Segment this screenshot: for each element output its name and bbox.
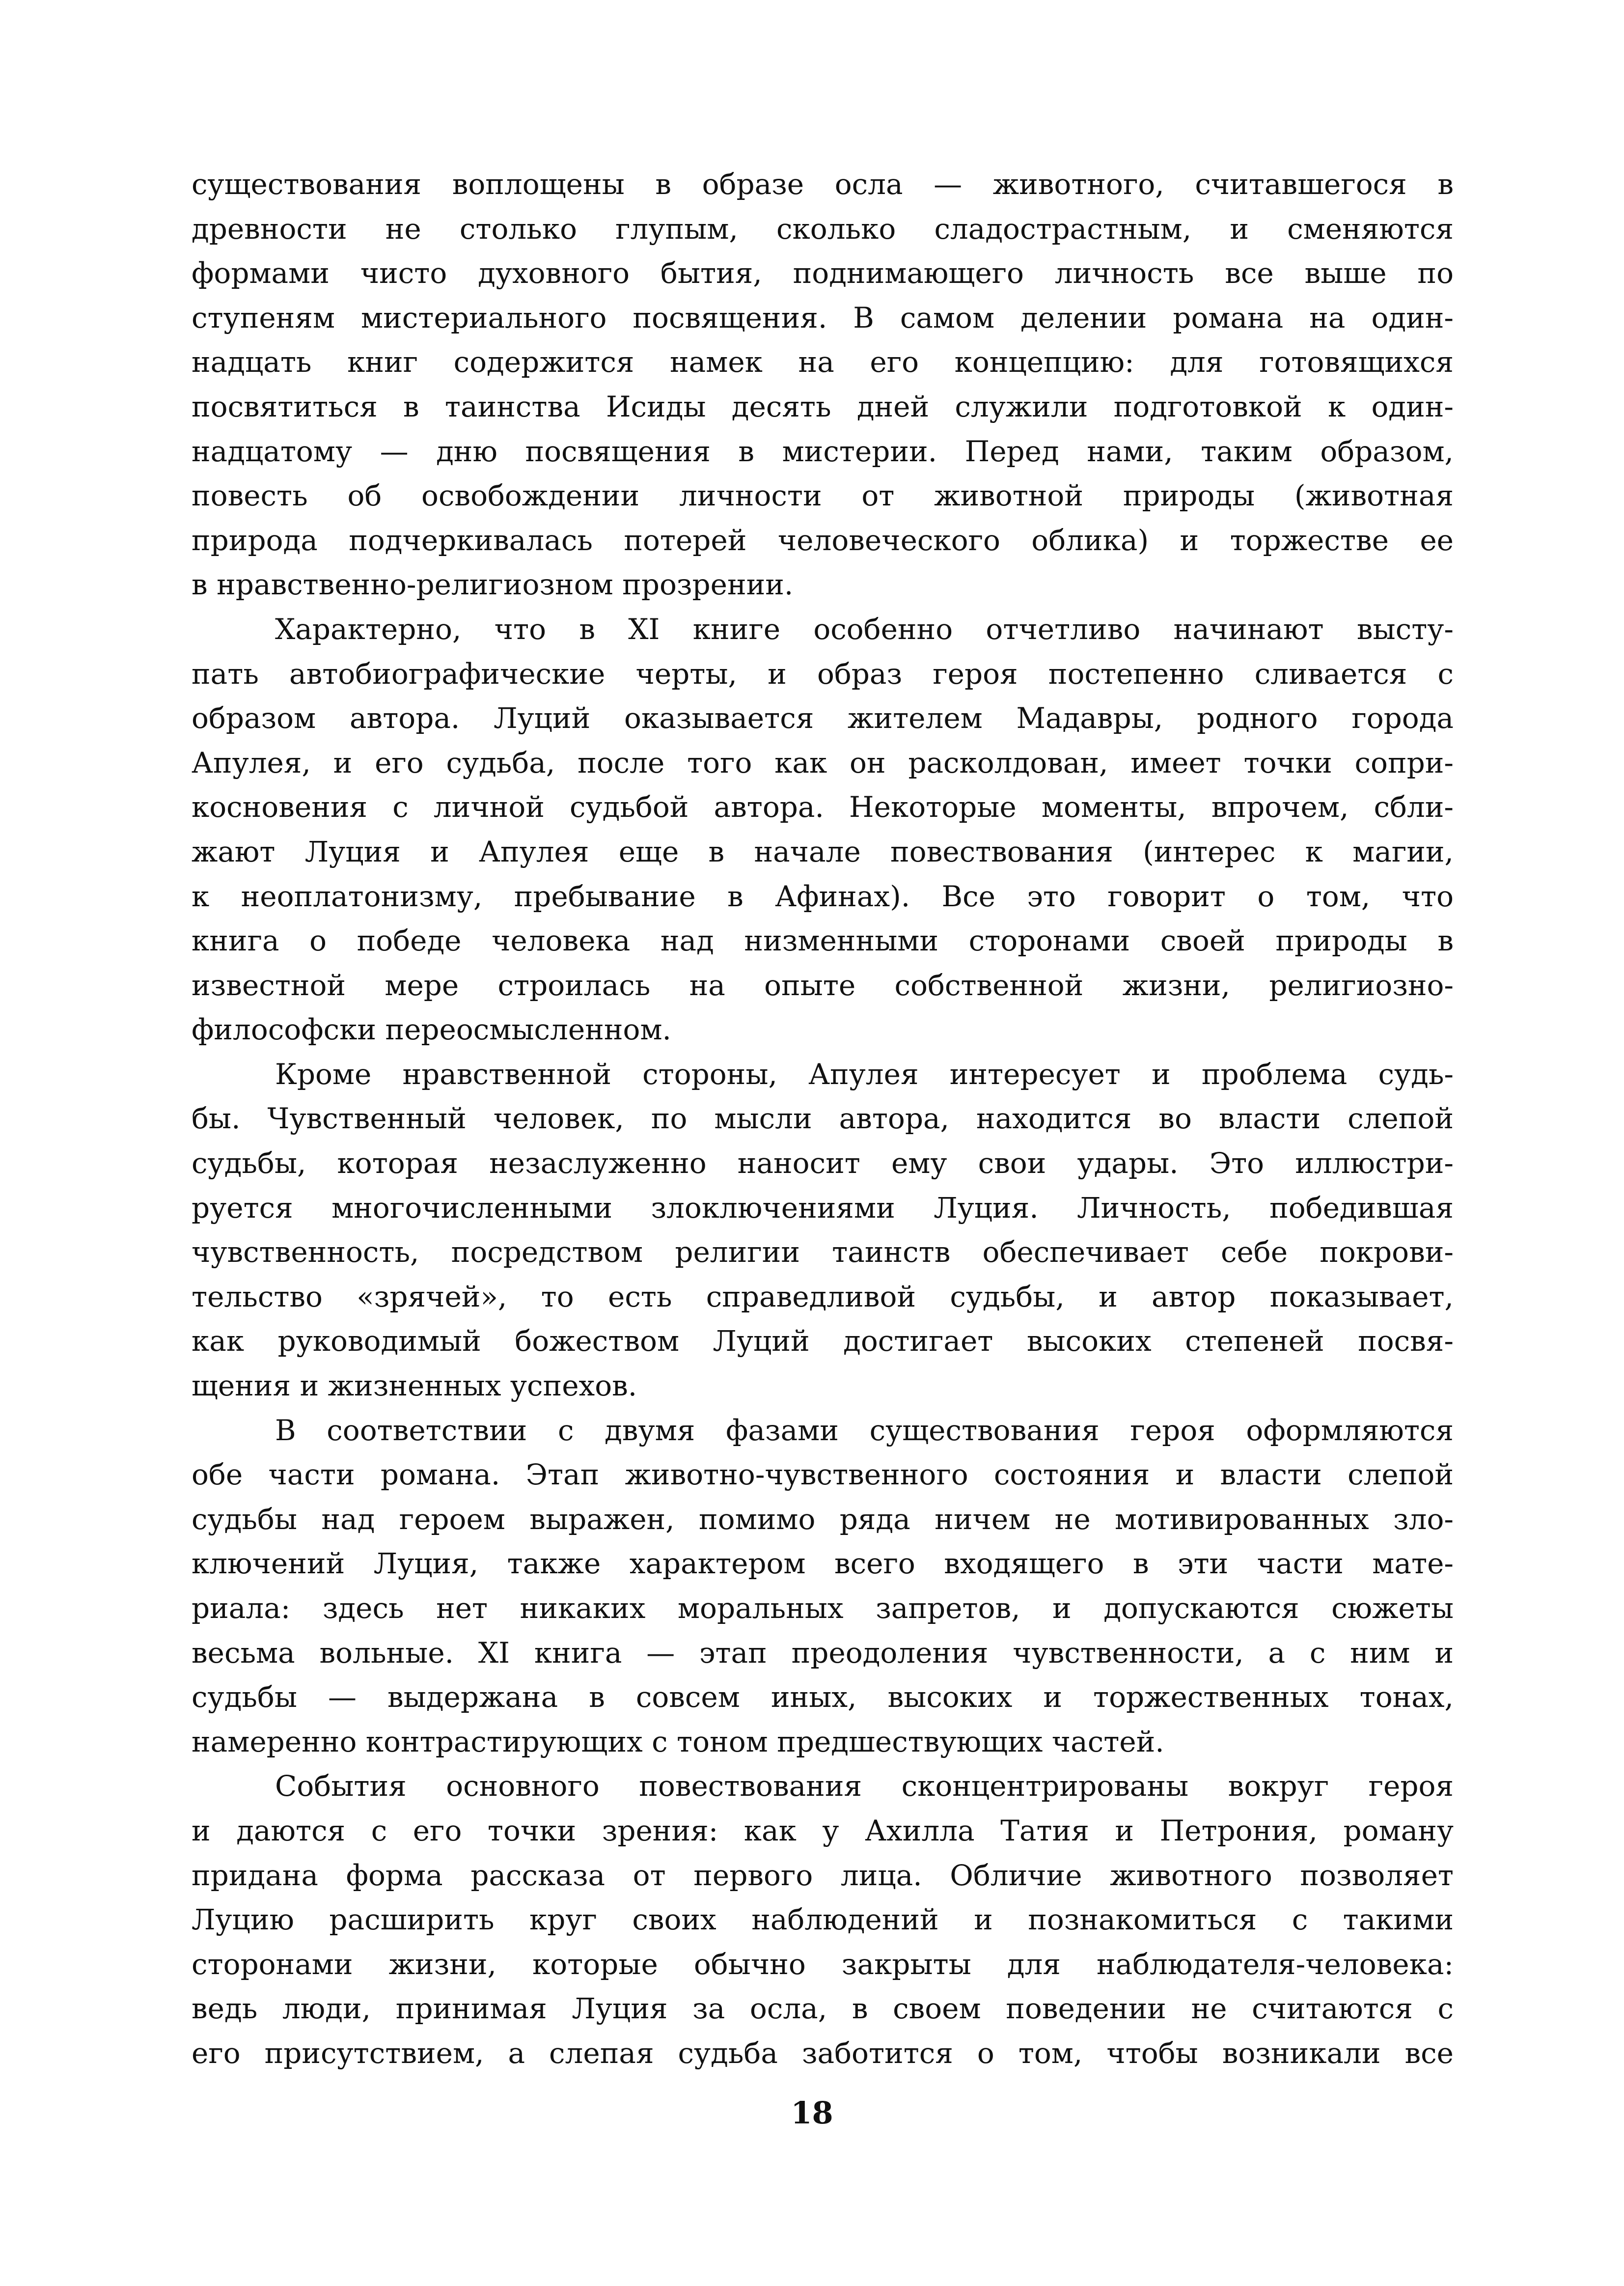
text-line: судьбы, которая незаслуженно наносит ему свои удары. Это иллюстри- — [192, 1146, 1454, 1180]
text-line: риала: здесь нет никаких моральных запретов, и допускаются сюжеты — [192, 1591, 1454, 1625]
text-line: философски переосмысленном. — [192, 1013, 671, 1047]
text-line: древности не столько глупым, сколько сладострастным, и сменяются — [192, 212, 1454, 246]
text-line: руется многочисленными злоключениями Луция. Личность, победившая — [192, 1191, 1454, 1225]
text-line: повесть об освобождении личности от животной природы (животная — [192, 479, 1454, 513]
text-line: судьбы над героем выражен, помимо ряда ничем не мотивированных зло- — [192, 1502, 1454, 1536]
text-line: щения и жизненных успехов. — [192, 1369, 637, 1403]
text-line: намеренно контрастирующих с тоном предшествующих частей. — [192, 1725, 1164, 1758]
paragraph-3 — [192, 1052, 1454, 1408]
text-line: весьма вольные. XI книга — этап преодоления чувственности, а с ним и — [192, 1636, 1454, 1670]
text-line: судьбы — выдержана в совсем иных, высоких и торжественных тонах, — [192, 1680, 1454, 1714]
text-line: надцать книг содержится намек на его концепцию: для готовящихся — [192, 345, 1454, 379]
paragraph-2 — [192, 607, 1454, 1052]
text-line: его присутствием, а слепая судьба заботится о том, чтобы возникали все — [192, 2036, 1454, 2070]
text-line: ведь люди, принимая Луция за осла, в своем поведении не считаются с — [192, 1992, 1454, 2026]
text-line: природа подчеркивалась потерей человеческого облика) и торжестве ее — [192, 523, 1454, 557]
text-line: жают Луция и Апулея еще в начале повествования (интерес к магии, — [192, 835, 1454, 868]
text-line: к неоплатонизму, пребывание в Афинах). Все это говорит о том, что — [192, 879, 1454, 913]
text-line: сторонами жизни, которые обычно закрыты для наблюдателя-человека: — [192, 1947, 1454, 1981]
text-line: Характерно, что в XI книге особенно отчетливо начинают высту- — [275, 612, 1454, 646]
text-line: ступеням мистериального посвящения. В самом делении романа на один- — [192, 301, 1454, 335]
text-line: существования воплощены в образе осла — животного, считавшегося в — [192, 167, 1454, 201]
text-line: Кроме нравственной стороны, Апулея интересует и проблема судь- — [275, 1057, 1454, 1091]
paragraph-4 — [192, 1408, 1454, 1764]
text-line: известной мере строилась на опыте собственной жизни, религиозно- — [192, 968, 1454, 1002]
text-line: придана форма рассказа от первого лица. Обличие животного позволяет — [192, 1858, 1454, 1892]
text-line: События основного повествования сконцентрированы вокруг героя — [275, 1769, 1454, 1803]
text-line: пать автобиографические черты, и образ героя постепенно сливается с — [192, 657, 1454, 691]
text-line: формами чисто духовного бытия, поднимающего личность все выше по — [192, 256, 1454, 290]
text-line: как руководимый божеством Луций достигает высоких степеней посвя- — [192, 1324, 1454, 1358]
text-line: книга о победе человека над низменными сторонами своей природы в — [192, 924, 1454, 958]
text-line: образом автора. Луций оказывается жителем Мадавры, родного города — [192, 701, 1454, 735]
page-number: 18 — [791, 2095, 833, 2131]
text-line: в нравственно-религиозном прозрении. — [192, 568, 794, 602]
text-line: и даются с его точки зрения: как у Ахилла Татия и Петрония, роману — [192, 1813, 1454, 1847]
body-text — [192, 162, 1454, 2076]
text-line: Луцию расширить круг своих наблюдений и познакомиться с такими — [192, 1903, 1454, 1937]
text-line: косновения с личной судьбой автора. Некоторые моменты, впрочем, сбли- — [192, 790, 1454, 824]
text-line: В соответствии с двумя фазами существования героя оформляются — [275, 1413, 1454, 1447]
text-line: тельство «зрячей», то есть справедливой судьбы, и автор показывает, — [192, 1280, 1454, 1313]
text-line: ключений Луция, также характером всего входящего в эти части мате- — [192, 1547, 1454, 1581]
text-line: чувственность, посредством религии таинств обеспечивает себе покрови- — [192, 1235, 1454, 1269]
paragraph-1 — [192, 162, 1454, 607]
text-line: Апулея, и его судьба, после того как он расколдован, имеет точки сопри- — [192, 746, 1454, 780]
text-line: бы. Чувственный человек, по мысли автора, находится во власти слепой — [192, 1102, 1454, 1136]
text-line: посвятиться в таинства Исиды десять дней служили подготовкой к один- — [192, 390, 1454, 423]
text-line: надцатому — дню посвящения в мистерии. Перед нами, таким образом, — [192, 434, 1454, 468]
paragraph-5 — [192, 1764, 1454, 2075]
text-line: обе части романа. Этап животно-чувственного состояния и власти слепой — [192, 1458, 1454, 1492]
